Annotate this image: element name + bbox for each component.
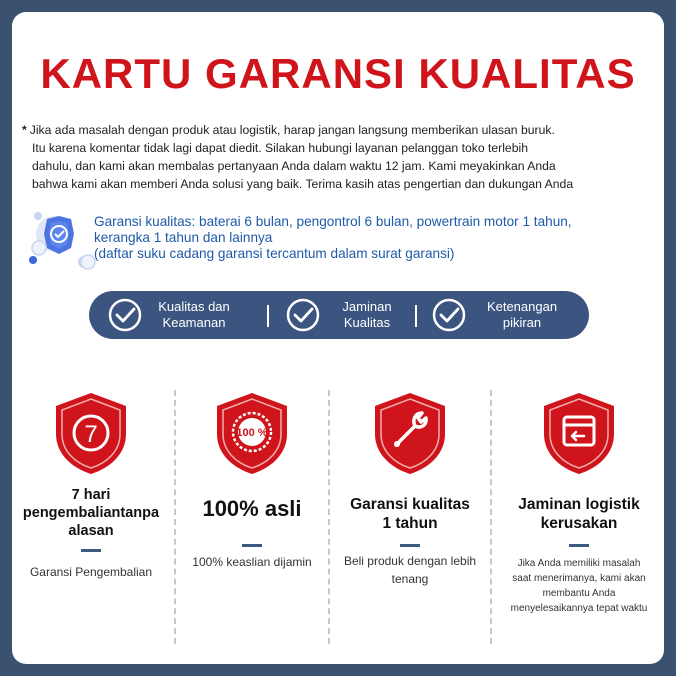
feature-desc (177, 553, 327, 571)
feature-title-line: kerusakan (540, 515, 618, 532)
check-circle-icon (285, 297, 321, 333)
dash-divider (81, 549, 101, 552)
feature-desc-line: menyelesaikannya tepat waktu (510, 603, 648, 614)
guarantee-line: (daftar suku cadang garansi tercantum dalam surat garansi) (94, 246, 455, 261)
wrench-icon (371, 390, 449, 476)
feature-title-line: Jaminan logistik (518, 496, 640, 513)
pill-item-label: Kualitas dan (158, 299, 230, 314)
return-box-icon (540, 390, 618, 476)
notice-line: dahulu, dan kami akan membalas pertanyaan Anda dalam waktu 12 jam. Kami meyakinkan Anda (32, 159, 556, 173)
feature-desc-line: Jika Anda memiliki masalah (517, 558, 641, 569)
check-circle-icon (107, 297, 143, 333)
seven-badge: 7 (84, 421, 98, 448)
check-circle-icon (431, 297, 467, 333)
pill-item-label: Ketenangan (486, 299, 558, 314)
feature-title-line: alasan (68, 523, 114, 539)
feature-title-line: 1 tahun (382, 515, 438, 532)
feature-desc-line: tenang (391, 572, 429, 586)
guarantee-line: Garansi kualitas: baterai 6 bulan, pengontrol 6 bulan, powertrain motor 1 tahun, (94, 214, 572, 229)
column-divider (328, 390, 330, 644)
feature-title (495, 495, 663, 533)
feature-desc (335, 552, 485, 588)
notice-text (22, 121, 662, 193)
dash-divider (569, 544, 589, 547)
hundred-badge: 100 % (236, 427, 268, 439)
feature-title (16, 486, 166, 540)
feature-pill (89, 291, 589, 339)
seven-day-icon (52, 390, 130, 476)
pill-divider (415, 305, 417, 327)
guarantee-text (94, 214, 660, 262)
notice-bullet: * (22, 123, 27, 137)
feature-desc-line: membantu Anda (542, 588, 616, 599)
feature-title-line: pengembaliantanpa (22, 505, 160, 521)
feature-return (16, 390, 166, 581)
column-divider (174, 390, 176, 644)
feature-desc-line: saat menerimanya, kami akan (512, 573, 646, 584)
dash-divider (400, 544, 420, 547)
feature-desc (16, 563, 166, 581)
feature-title-line: 7 hari (71, 487, 111, 503)
feature-desc-line: 100% keaslian dijamin (192, 555, 312, 569)
notice-line: bahwa kami akan memberi Anda solusi yang baik. Terima kasih atas pengertian dan dukungan Anda (32, 177, 574, 191)
feature-title-line: Garansi kualitas (350, 496, 470, 513)
pill-item-quality-guarantee (285, 291, 413, 339)
pill-item-label: Jaminan (342, 299, 392, 314)
pill-item-quality-safety (107, 291, 245, 339)
feature-title (335, 495, 485, 533)
feature-title (177, 496, 327, 522)
feature-desc-line: Beli produk dengan lebih (343, 554, 477, 568)
pill-item-label: pikiran (502, 315, 542, 330)
notice-line: Itu karena komentar tidak lagi dapat diedit. Silakan hubungi layanan pelanggan toko terlebih (32, 141, 528, 155)
page-title: KARTU GARANSI KUALITAS (40, 50, 636, 97)
dash-divider (242, 544, 262, 547)
pill-item-label: Keamanan (162, 315, 226, 330)
warranty-card (12, 12, 664, 664)
pill-item-peace-of-mind (431, 291, 577, 339)
feature-title-line: 100% asli (202, 496, 302, 521)
hundred-percent-icon (213, 390, 291, 476)
column-divider (490, 390, 492, 644)
feature-desc-line: Garansi Pengembalian (29, 565, 153, 579)
pill-divider (267, 305, 269, 327)
feature-logistics (495, 390, 663, 616)
feature-warranty (335, 390, 485, 588)
notice-line: Jika ada masalah dengan produk atau logistik, harap jangan langsung memberikan ulasan buruk. (29, 123, 555, 137)
guarantee-line: kerangka 1 tahun dan lainnya (94, 230, 273, 245)
pill-item-label: Kualitas (343, 315, 391, 330)
feature-authentic (177, 390, 327, 571)
feature-desc (495, 556, 663, 616)
